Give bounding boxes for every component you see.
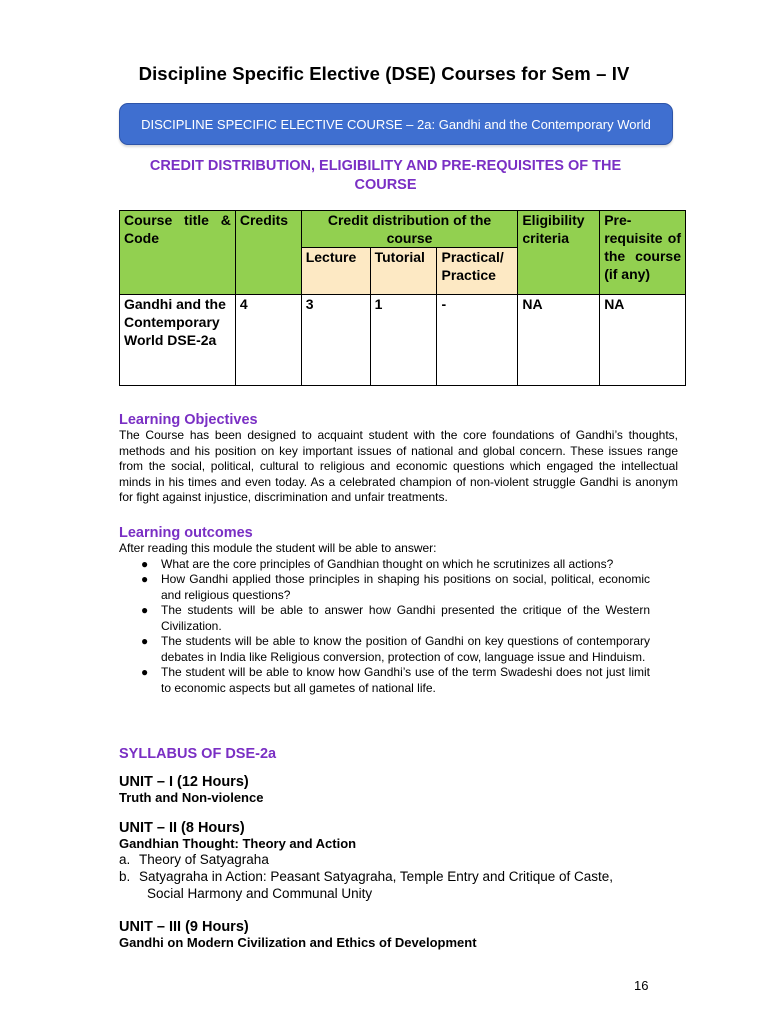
header-credit-distribution: Credit distribution of the course: [301, 211, 518, 248]
learning-objectives-text: The Course has been designed to acquaint student with the core foundations of Gandhi’s thoughts, methods and his position on key important issues of national and global concern. These issues range from the social, political, cultural to religious and economic questions which engaged the intellectual minds in his times and even today. As a celebrated champion of non-violent struggle Gandhi is anonym for fight against injustice, discrimination and unfair treatments.: [119, 428, 678, 504]
course-banner-text: DISCIPLINE SPECIFIC ELECTIVE COURSE – 2a: Gandhi and the Contemporary World: [141, 116, 651, 132]
cell-title-code: Gandhi and the Contemporary World DSE-2a: [120, 295, 236, 386]
cell-tutorial: 1: [370, 295, 437, 386]
bullet-icon: ●: [141, 665, 149, 679]
list-item: b. Satyagraha in Action: Peasant Satyagraha, Temple Entry and Critique of Caste, Social Harmony and Communal Unity: [119, 869, 614, 901]
list-item: a. Theory of Satyagraha: [119, 852, 269, 867]
list-item: ● How Gandhi applied those principles in shaping his positions on social, political, economic and religious questions?: [141, 572, 650, 602]
learning-objectives-heading: Learning Objectives: [119, 412, 258, 428]
header-tutorial: Tutorial: [370, 248, 437, 295]
unit-1: [119, 774, 678, 805]
unit-1-title: UNIT – I (12 Hours): [119, 774, 249, 790]
table-header-row: [120, 211, 686, 248]
cell-lecture: 3: [301, 295, 370, 386]
header-lecture: Lecture: [301, 248, 370, 295]
unit-2-subtitle: Gandhian Thought: Theory and Action: [119, 836, 357, 851]
unit-3-subtitle: Gandhi on Modern Civilization and Ethics of Development: [119, 935, 477, 950]
unit-3-title: UNIT – III (9 Hours): [119, 919, 249, 935]
header-eligibility: Eligibility criteria: [518, 211, 600, 295]
learning-outcomes-list: [119, 557, 650, 697]
header-title-code: Course title & Code: [120, 211, 236, 295]
page-title: Discipline Specific Elective (DSE) Courses for Sem – IV: [138, 63, 630, 84]
header-practical: Practical/ Practice: [437, 248, 518, 295]
cell-prerequisite: NA: [600, 295, 686, 386]
credit-distribution-table: [119, 210, 686, 386]
credit-distribution-heading: CREDIT DISTRIBUTION, ELIGIBILITY AND PRE-REQUISITES OF THE COURSE: [149, 158, 622, 193]
list-item: ● The students will be able to know the position of Gandhi on key questions of contemporary debates in India like Religious conversion, protection of cow, language issue and Hinduism.: [141, 634, 650, 664]
syllabus-heading: SYLLABUS OF DSE-2a: [119, 746, 277, 762]
list-item: ● The student will be able to know how Gandhi’s use of the term Swadeshi does not just limit to economic aspects but all gametes of national life.: [141, 665, 650, 695]
header-prerequisite: Pre-requisite of the course (if any): [600, 211, 686, 295]
bullet-icon: ●: [141, 556, 149, 571]
bullet-icon: ●: [141, 572, 149, 586]
unit-1-subtitle: Truth and Non-violence: [119, 790, 264, 805]
learning-outcomes-section: [119, 525, 650, 696]
bullet-icon: ●: [141, 634, 149, 648]
learning-outcomes-intro: After reading this module the student will be able to answer:: [119, 541, 437, 555]
learning-outcomes-heading: Learning outcomes: [119, 525, 253, 541]
list-item: ● The students will be able to answer how Gandhi presented the critique of the Western Civilization.: [141, 603, 650, 633]
course-banner: [119, 103, 673, 145]
unit-2: [119, 820, 678, 902]
list-item: ● What are the core principles of Gandhian thought on which he scrutinizes all actions?: [141, 556, 614, 571]
table-row: [120, 295, 686, 386]
header-credits: Credits: [235, 211, 301, 295]
syllabus-section: [119, 746, 678, 950]
learning-objectives-section: [119, 412, 678, 506]
cell-practical: -: [437, 295, 518, 386]
page-number: 16: [634, 978, 649, 993]
cell-credits: 4: [235, 295, 301, 386]
bullet-icon: ●: [141, 603, 149, 617]
unit-3: [119, 919, 678, 950]
cell-eligibility: NA: [518, 295, 600, 386]
unit-2-title: UNIT – II (8 Hours): [119, 820, 245, 836]
